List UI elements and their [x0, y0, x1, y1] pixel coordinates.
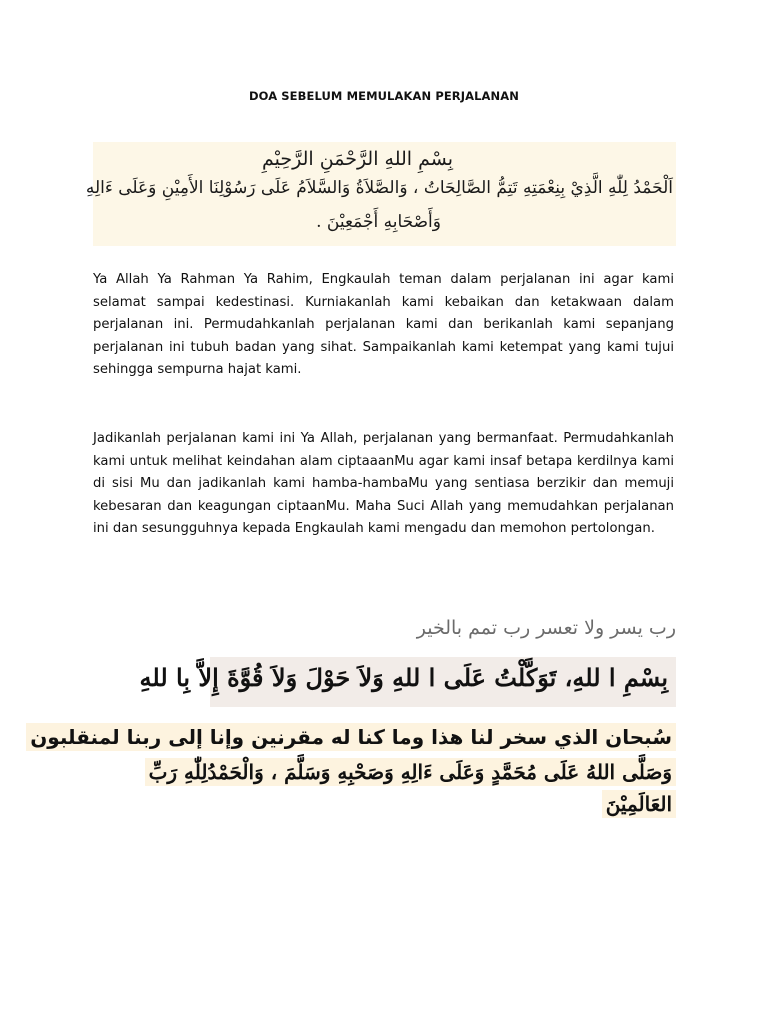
arabic-hamdalah: اَلْحَمْدُ لِلّٰهِ الَّذِيْ بِنِعْمَتِهِ تَتِمُّ الصَّالِحَاتُ ، وَالصَّلاَةُ وَالسَّلاَمُ عَلَى رَسُوْلِنَا الأَمِيْنِ وَعَلَى ءَالِهِ — [85, 178, 673, 198]
arabic-companions: وَأَصْحَابِهِ أَجْمَعِيْنَ . — [316, 212, 441, 232]
arabic-alamin-line: العَالَمِيْنَ — [602, 790, 676, 818]
prayer-paragraph-1: Ya Allah Ya Rahman Ya Rahim, Engkaulah teman dalam perjalanan ini agar kami selamat sampai kedestinasi. Kurniakanlah kami kebaikan dan ketakwaan dalam perjalanan ini. Permudahkanlah perjalanan kami dan berikanlah kami sepanjang perjalanan ini tubuh badan yang sihat. Sampaikanlah kami ketempat yang kami tujui sehingga sempurna hajat kami. — [93, 272, 674, 377]
arabic-subhana-line: سُبحان الذي سخر لنا هذا وما كنا له مقرنين وإنا إلى ربنا لمنقلبون — [26, 723, 676, 751]
arabic-basmalah: بِسْمِ اللهِ الرَّحْمَنِ الرَّحِيْمِ — [262, 148, 453, 170]
page-title: DOA SEBELUM MEMULAKAN PERJALANAN — [248, 89, 520, 103]
prayer-paragraph-2: Jadikanlah perjalanan kami ini Ya Allah, perjalanan yang bermanfaat. Permudahkanlah kami untuk melihat keindahan alam ciptaaanMu agar kami insaf betapa kerdilnya kami di sisi Mu dan jadikanlah kami hamba-hambaMu yang sentiasa berzikir dan memuji kebesaran dan keagungan ciptaanMu. Maha Suci Allah yang memudahkan perjalanan ini dan sesungguhnya kepada Engkaulah kami mengadu dan memohon pertolongan. — [93, 431, 674, 536]
arabic-tawakkul-line: بِسْمِ ا للهِ، تَوَكَّلْتُ عَلَى ا للهِ وَلاَ حَوْلَ وَلاَ قُوَّةَ إِلاَّ بِا للهِ — [139, 663, 668, 692]
arabic-travel-ease-line: رب يسر ولا تعسر رب تمم بالخير — [416, 617, 676, 639]
arabic-opening-block — [85, 142, 676, 246]
arabic-salawat-line: وَصَلَّى اللهُ عَلَى مُحَمَّدٍ وَعَلَى ءَالِهِ وَصَحْبِهِ وَسَلَّمَ ، وَالْحَمْدُلِلّٰهِ رَبِّ — [145, 758, 676, 786]
arabic-tawakkul-box — [139, 657, 676, 707]
